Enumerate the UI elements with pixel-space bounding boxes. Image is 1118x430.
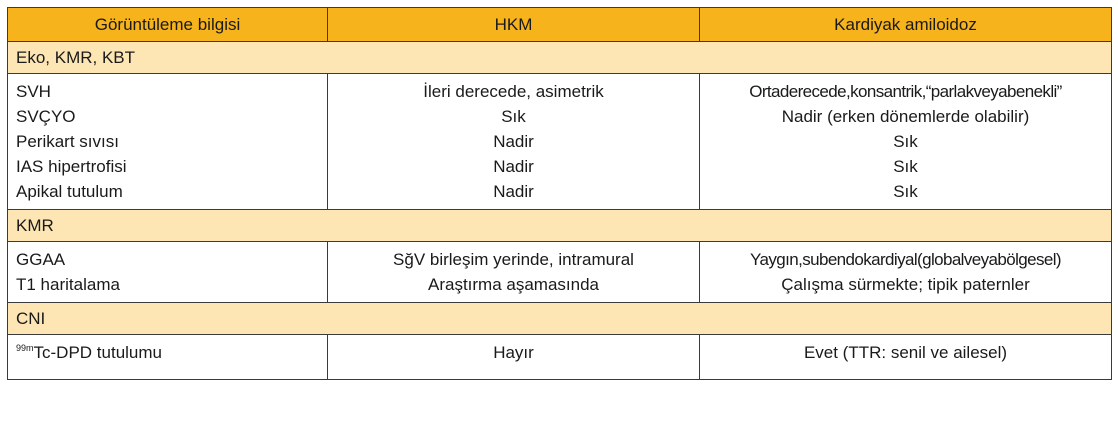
amyloidosis-value: Sık xyxy=(893,182,918,201)
hkm-column xyxy=(328,242,700,303)
header-imaging-info: Görüntüleme bilgisi xyxy=(8,8,328,42)
hkm-value: SğV birleşim yerinde, intramural xyxy=(393,250,634,269)
amyloidosis-column xyxy=(700,74,1112,210)
section-row-echo-cmr-ct xyxy=(8,42,1112,74)
feature-column xyxy=(8,242,328,303)
hkm-value: İleri derecede, asimetrik xyxy=(423,82,604,101)
section-body-cni xyxy=(8,335,1112,380)
header-cardiac-amyloidosis: Kardiyak amiloidoz xyxy=(700,8,1112,42)
section-title: CNI xyxy=(8,303,1112,335)
feature-label-text: Tc-DPD tutulumu xyxy=(33,343,162,362)
hkm-value: Sık xyxy=(501,107,526,126)
section-title: KMR xyxy=(8,210,1112,242)
section-row-cni xyxy=(8,303,1112,335)
amyloidosis-column xyxy=(700,335,1112,380)
feature-label: GGAA xyxy=(16,250,66,269)
feature-label: IAS hipertrofisi xyxy=(16,157,127,176)
header-row xyxy=(8,8,1112,42)
feature-column xyxy=(8,335,328,380)
amyloidosis-column xyxy=(700,242,1112,303)
feature-label: Perikart sıvısı xyxy=(16,132,119,151)
section-body-cmr xyxy=(8,242,1112,303)
hkm-value: Nadir xyxy=(493,182,534,201)
feature-label: T1 haritalama xyxy=(16,275,120,294)
feature-label: Apikal tutulum xyxy=(16,182,123,201)
hkm-column xyxy=(328,335,700,380)
isotope-superscript: 99m xyxy=(16,343,34,353)
comparison-table xyxy=(7,7,1112,380)
header-hkm: HKM xyxy=(328,8,700,42)
amyloidosis-value: Nadir (erken dönemlerde olabilir) xyxy=(781,107,1030,126)
amyloidosis-value: Sık xyxy=(893,157,918,176)
amyloidosis-value: Evet (TTR: senil ve ailesel) xyxy=(803,343,1008,362)
amyloidosis-value: Çalışma sürmekte; tipik paternler xyxy=(781,275,1030,294)
feature-label: SVH xyxy=(16,82,51,101)
section-title: Eko, KMR, KBT xyxy=(8,42,1112,74)
section-body-echo-cmr-ct xyxy=(8,74,1112,210)
amyloidosis-value: Yaygın,subendokardiyal(globalveyabölgesel) xyxy=(750,250,1061,269)
section-row-cmr xyxy=(8,210,1112,242)
hkm-column xyxy=(328,74,700,210)
amyloidosis-value: Ortaderecede,konsantrik,“parlakveyabenekli” xyxy=(749,82,1062,101)
feature-label: SVÇYO xyxy=(16,107,76,126)
amyloidosis-value: Sık xyxy=(893,132,918,151)
hkm-value: Araştırma aşamasında xyxy=(427,275,599,294)
feature-label xyxy=(16,340,327,365)
hkm-value: Nadir xyxy=(493,132,534,151)
comparison-table-container xyxy=(7,7,1111,423)
hkm-value: Nadir xyxy=(493,157,534,176)
hkm-value: Hayır xyxy=(493,343,534,362)
feature-column xyxy=(8,74,328,210)
